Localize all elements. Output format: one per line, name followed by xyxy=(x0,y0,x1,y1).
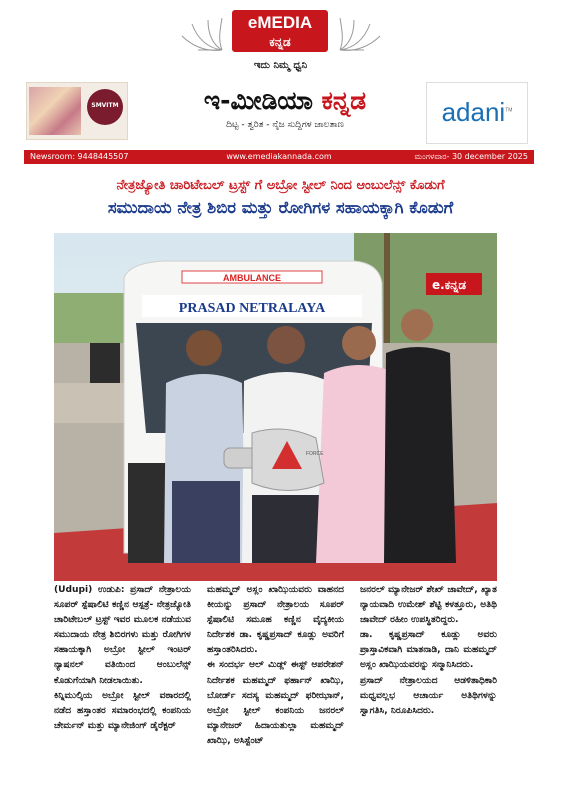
slogan: ಇದು ನಿಮ್ಮ ಧ್ವನಿ xyxy=(253,60,308,71)
hospital-name: PRASAD NETRALAYA xyxy=(178,301,326,316)
paragraph: ಜನರಲ್ ಮ್ಯಾನೇಜರ್ ಶೇಖ್ ಜಾವೇದ್, ಖ್ಯಾತ ನ್ಯಾಯವಾದಿ ಉಮೇಶ್ ಶೆಟ್ಟಿ ಕಳತ್ತೂರು, ಅತಿಥಿ ಜಾವೇದ್ ರಹೀಂ ಉಪಸ್ಥಿತರಿದ್ದರು. xyxy=(360,585,497,626)
website-link[interactable]: www.emediakannada.com xyxy=(226,152,332,161)
issue-date: ಮಂಗಳವಾರ- 30 december 2025 xyxy=(414,152,528,161)
key-brand-label: FORCE xyxy=(306,451,324,457)
lotus-ornament-icon xyxy=(178,14,224,54)
lotus-ornament-icon xyxy=(338,14,384,54)
paragraph: ಕಿನ್ನಿಮುಲ್ಕಿಯ ಅಬ್ರೋ ಸ್ಟೀಲ್ ವಠಾರದಲ್ಲಿ ನಡೆದ ಹಸ್ತಾಂತರ ಸಮಾರಂಭದಲ್ಲಿ ಕಂಪನಿಯ ಚೇರ್ಮನ್ ಮತ್ತು ಮ್ಯಾನೇಜಿಂಗ್ ಡೈರೆಕ್ಟರ್ xyxy=(54,690,191,731)
paragraph: ಈ ಸಂದರ್ಭ ಆಲ್ ಮಿಡ್ಲ್ ಈಸ್ಟ್ ಆಪರೇಶನ್ ನಿರ್ದೇಶಕ ಮಹಮ್ಮದ್ ಫರ್ಹಾನ್ ಖಾಝಿ, ಬೋರ್ಡ್ ಸದಸ್ಯ ಮಹಮ್ಮದ್ ಫರೀಝಾನ್, ಅಬ್ರೋ ಸ್ಟೀಲ್ ಕಂಪನಿಯ ಜನರಲ್ ಮ್ಯಾನೇಜರ್ ಹಿದಾಯತುಲ್ಲಾ ಮಹಮ್ಮದ್ ಖಾಝಿ, ಅಸಿಸ್ಟೆಂಟ್ xyxy=(207,660,344,746)
brand-logo-top: eMEDIA xyxy=(247,13,313,32)
advertisement-left[interactable] xyxy=(26,82,128,140)
paragraph: ಪ್ರಸಾದ್ ನೇತ್ರಾಲಯದ ಆಡಳಿತಾಧಿಕಾರಿ ಮಧ್ವವಲ್ಲಭ ಆಚಾರ್ಯ ಅತಿಥಿಗಳನ್ನು ಸ್ವಾಗತಿಸಿ, ನಿರೂಪಿಸಿದರು. xyxy=(360,675,497,716)
brand-logo-sub: ಕನ್ನಡ xyxy=(269,35,291,49)
info-bar xyxy=(24,150,534,164)
article-column-2 xyxy=(207,583,344,749)
news-photo xyxy=(54,233,497,581)
paragraph: (Udupi) ಉಡುಪಿ: ಪ್ರಸಾದ್ ನೇತ್ರಾಲಯ ಸೂಪರ್ ಸ್ಪೆಷಾಲಿಟಿ ಕಣ್ಣಿನ ಆಸ್ಪತ್ರೆ- ನೇತ್ರಜ್ಯೋತಿ ಚಾರಿಟೇಬಲ್ ಟ್ರಸ್ಟ್ ಇವರ ಮೂಲಕ ನಡೆಯುವ ಸಮುದಾಯ ನೇತ್ರ ಶಿಬಿರಗಳು ಮತ್ತು ರೋಗಿಗಳ ಸಹಾಯಕ್ಕಾಗಿ ಅಬ್ರೋ ಸ್ಟೀಲ್ ಇಂಟರ್ ನ್ಯಾಷನಲ್ ವತಿಯಿಂದ ಆಂಬುಲೆನ್ಸ್ ಕೊಡುಗೆಯಾಗಿ ನೀಡಲಾಯಿತು. xyxy=(54,585,191,686)
watermark-e: e. xyxy=(432,278,445,292)
newsroom-phone: Newsroom: 9448445507 xyxy=(30,152,129,161)
article-body xyxy=(54,583,497,795)
adani-logo xyxy=(427,97,527,128)
watermark-kannada: ಕನ್ನಡ xyxy=(444,278,467,292)
paragraph: ಮಹಮ್ಮದ್ ಅಸ್ಲಂ ಖಾಝಿಯವರು ವಾಹನದ ಕೀಯನ್ನು ಪ್ರಸಾದ್ ನೇತ್ರಾಲಯ ಸೂಪರ್ ಸ್ಪೆಷಾಲಿಟಿ ಸಮೂಹ ಕಣ್ಣಿನ ವೈದ್ಯಕೀಯ ನಿರ್ದೇಶಕ ಡಾ. ಕೃಷ್ಣಪ್ರಸಾದ್ ಕೂಡ್ಲು ಅವರಿಗೆ ಹಸ್ತಾಂತರಿಸಿದರು. xyxy=(207,585,344,656)
advertisement-right[interactable] xyxy=(426,82,528,144)
publication-title xyxy=(140,86,430,116)
article-column-3 xyxy=(360,583,497,719)
ad-college-logo xyxy=(87,89,123,125)
publication-subtitle: ದಿಟ್ಟ - ತ್ವರಿತ - ನೈಜ ಸುದ್ದಿಗಳ ಜಾಲತಾಣ xyxy=(226,120,344,130)
ambulance-label: AMBULANCE xyxy=(223,273,281,283)
ad-college-logo-text: SMVITM xyxy=(91,102,119,109)
headline-primary: ನೇತ್ರಜ್ಯೋತಿ ಚಾರಿಟೇಬಲ್ ಟ್ರಸ್ಟ್ ಗೆ ಅಬ್ರೋ ಸ್ಟೀಲ್ ನಿಂದ ಆಂಬುಲೆನ್ಸ್ ಕೊಡುಗೆ xyxy=(116,178,445,193)
headline-secondary: ಸಮುದಾಯ ನೇತ್ರ ಶಿಬಿರ ಮತ್ತು ರೋಗಿಗಳ ಸಹಾಯಕ್ಕಾಗಿ ಕೊಡುಗೆ xyxy=(107,198,454,217)
title-red: ಕನ್ನಡ xyxy=(321,86,367,115)
adani-text: adani xyxy=(441,97,506,127)
title-black: ಇ-ಮೀಡಿಯಾ xyxy=(203,86,322,115)
article-column-1 xyxy=(54,583,191,734)
brand-logo[interactable] xyxy=(232,10,328,52)
paragraph: ಡಾ. ಕೃಷ್ಣಪ್ರಸಾದ್ ಕೂಡ್ಲು ಅವರು ಪ್ರಾಸ್ತಾವಿಕವಾಗಿ ಮಾತನಾಡಿ, ದಾನಿ ಮಹಮ್ಮದ್ ಅಸ್ಲಂ ಖಾಝಿಯವರನ್ನು ಸನ್ಮಾನಿಸಿದರು. xyxy=(360,630,497,671)
trademark: TM xyxy=(505,107,513,114)
watermark xyxy=(432,278,466,294)
ad-photo xyxy=(29,87,81,135)
masthead xyxy=(0,0,561,148)
